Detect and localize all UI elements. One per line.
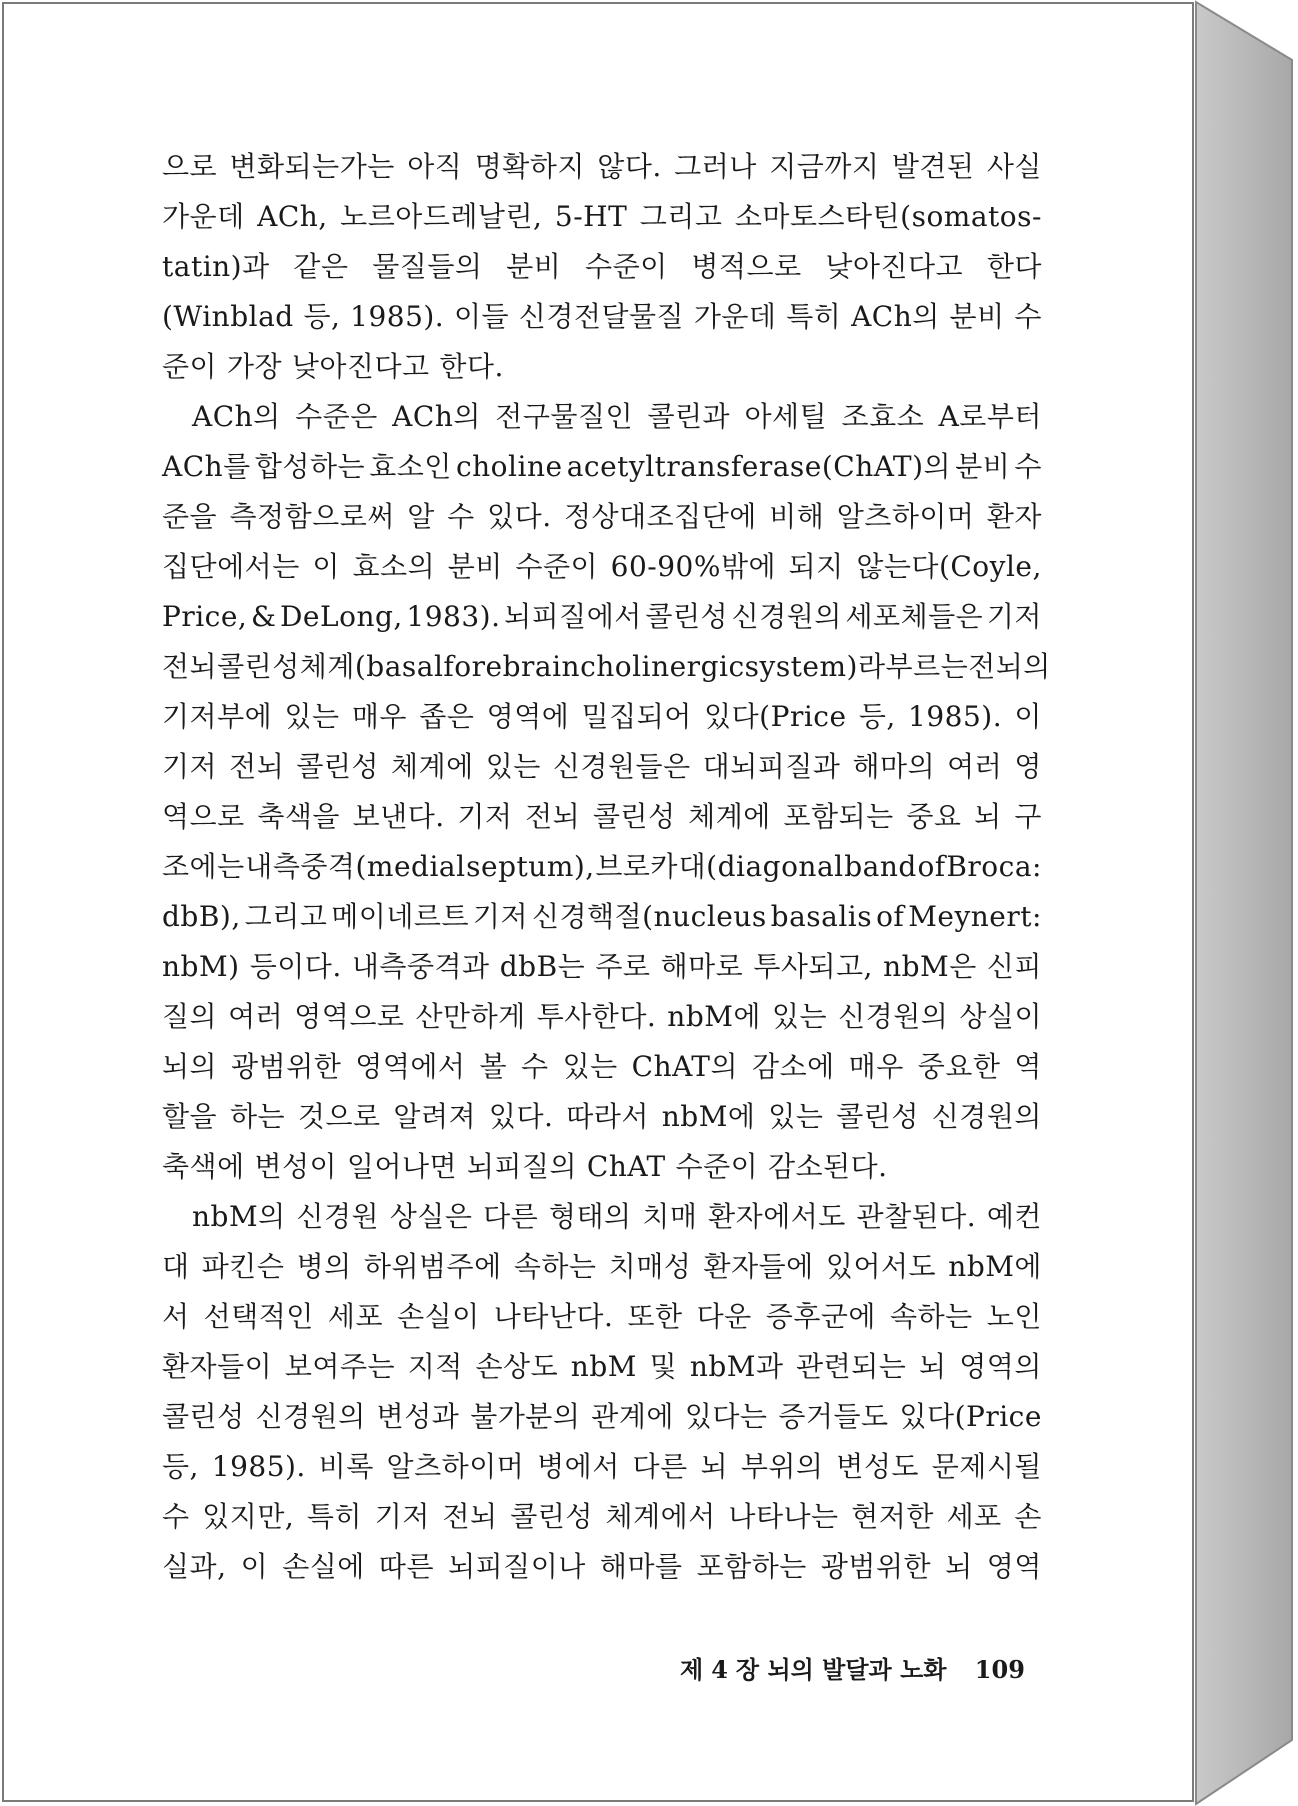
text-line: 집단에서는 이 효소의 분비 수준이 60-90%밖에 되지 않는다(Coyle, bbox=[162, 550, 1042, 583]
chapter-number: 4 bbox=[711, 1655, 728, 1684]
text-line: 할을 하는 것으로 알려져 있다. 따라서 nbM에 있는 콜린성 신경원의 bbox=[162, 1100, 1042, 1133]
text-line: nbM의 신경원 상실은 다른 형태의 치매 환자에서도 관찰된다. 예컨 bbox=[192, 1200, 1042, 1233]
text-line: nbM) 등이다. 내측중격과 dbB는 주로 해마로 투사되고, nbM은 신피 bbox=[162, 950, 1042, 983]
text-line: 조에는 내측중격(medial septum), 브로카 대(diagonal band of Broca: bbox=[162, 850, 1042, 883]
text-line: 가운데 ACh, 노르아드레날린, 5-HT 그리고 소마토스타틴(somatos- bbox=[162, 200, 1042, 233]
text-line: 전뇌 콜린성 체계(basal forebrain cholinergic system)라 부르는 전뇌의 bbox=[162, 650, 1051, 683]
text-line: 서 선택적인 세포 손실이 나타난다. 또한 다운 증후군에 속하는 노인 bbox=[162, 1300, 1042, 1333]
text-line: tatin)과 같은 물질들의 분비 수준이 병적으로 낮아진다고 한다 bbox=[162, 250, 1042, 283]
text-line: ACh의 수준은 ACh의 전구물질인 콜린과 아세틸 조효소 A로부터 bbox=[192, 400, 1042, 433]
text-line: 뇌의 광범위한 영역에서 볼 수 있는 ChAT의 감소에 매우 중요한 역 bbox=[162, 1050, 1042, 1083]
text-line: 기저 전뇌 콜린성 체계에 있는 신경원들은 대뇌피질과 해마의 여러 영 bbox=[162, 750, 1042, 783]
text-line: 콜린성 신경원의 변성과 불가분의 관계에 있다는 증거들도 있다(Price bbox=[162, 1400, 1042, 1433]
text-line: 준이 가장 낮아진다고 한다. bbox=[162, 350, 504, 383]
chapter-prefix: 제 bbox=[680, 1655, 704, 1684]
body-text bbox=[162, 142, 1051, 1592]
chapter-suffix: 장 bbox=[735, 1655, 760, 1684]
text-line: 실과, 이 손실에 따른 뇌피질이나 해마를 포함하는 광범위한 뇌 영역 bbox=[162, 1550, 1042, 1583]
text-line: (Winblad 등, 1985). 이들 신경전달물질 가운데 특히 ACh의 분비 수 bbox=[162, 300, 1042, 333]
running-footer bbox=[680, 1650, 1025, 1690]
text-line: 역으로 축색을 보낸다. 기저 전뇌 콜린성 체계에 포함되는 중요 뇌 구 bbox=[162, 800, 1042, 833]
page-number: 109 bbox=[974, 1655, 1025, 1684]
text-line: dbB), 그리고 메이네르트 기저 신경핵절(nucleus basalis of Meynert: bbox=[162, 900, 1042, 933]
text-line: 기저부에 있는 매우 좁은 영역에 밀집되어 있다(Price 등, 1985). 이 bbox=[162, 700, 1042, 733]
text-line: Price, & DeLong, 1983). 뇌피질에서 콜린성 신경원의 세포체들은 기저 bbox=[162, 600, 1042, 633]
text-line: 질의 여러 영역으로 산만하게 투사한다. nbM에 있는 신경원의 상실이 bbox=[162, 1000, 1042, 1033]
text-line: 대 파킨슨 병의 하위범주에 속하는 치매성 환자들에 있어서도 nbM에 bbox=[162, 1250, 1042, 1283]
text-line: 으로 변화되는가는 아직 명확하지 않다. 그러나 지금까지 발견된 사실 bbox=[162, 150, 1042, 183]
chapter-title: 뇌의 발달과 노화 bbox=[767, 1655, 947, 1684]
text-line: 수 있지만, 특히 기저 전뇌 콜린성 체계에서 나타나는 현저한 세포 손 bbox=[162, 1500, 1042, 1533]
text-line: ACh를 합성하는 효소인 choline acetyltransferase(ChAT)의 분비 수 bbox=[162, 450, 1042, 483]
text-line: 환자들이 보여주는 지적 손상도 nbM 및 nbM과 관련되는 뇌 영역의 bbox=[162, 1350, 1042, 1383]
text-line: 준을 측정함으로써 알 수 있다. 정상대조집단에 비해 알츠하이머 환자 bbox=[162, 500, 1042, 533]
text-line: 축색에 변성이 일어나면 뇌피질의 ChAT 수준이 감소된다. bbox=[162, 1150, 888, 1183]
text-line: 등, 1985). 비록 알츠하이머 병에서 다른 뇌 부위의 변성도 문제시될 bbox=[162, 1450, 1042, 1483]
